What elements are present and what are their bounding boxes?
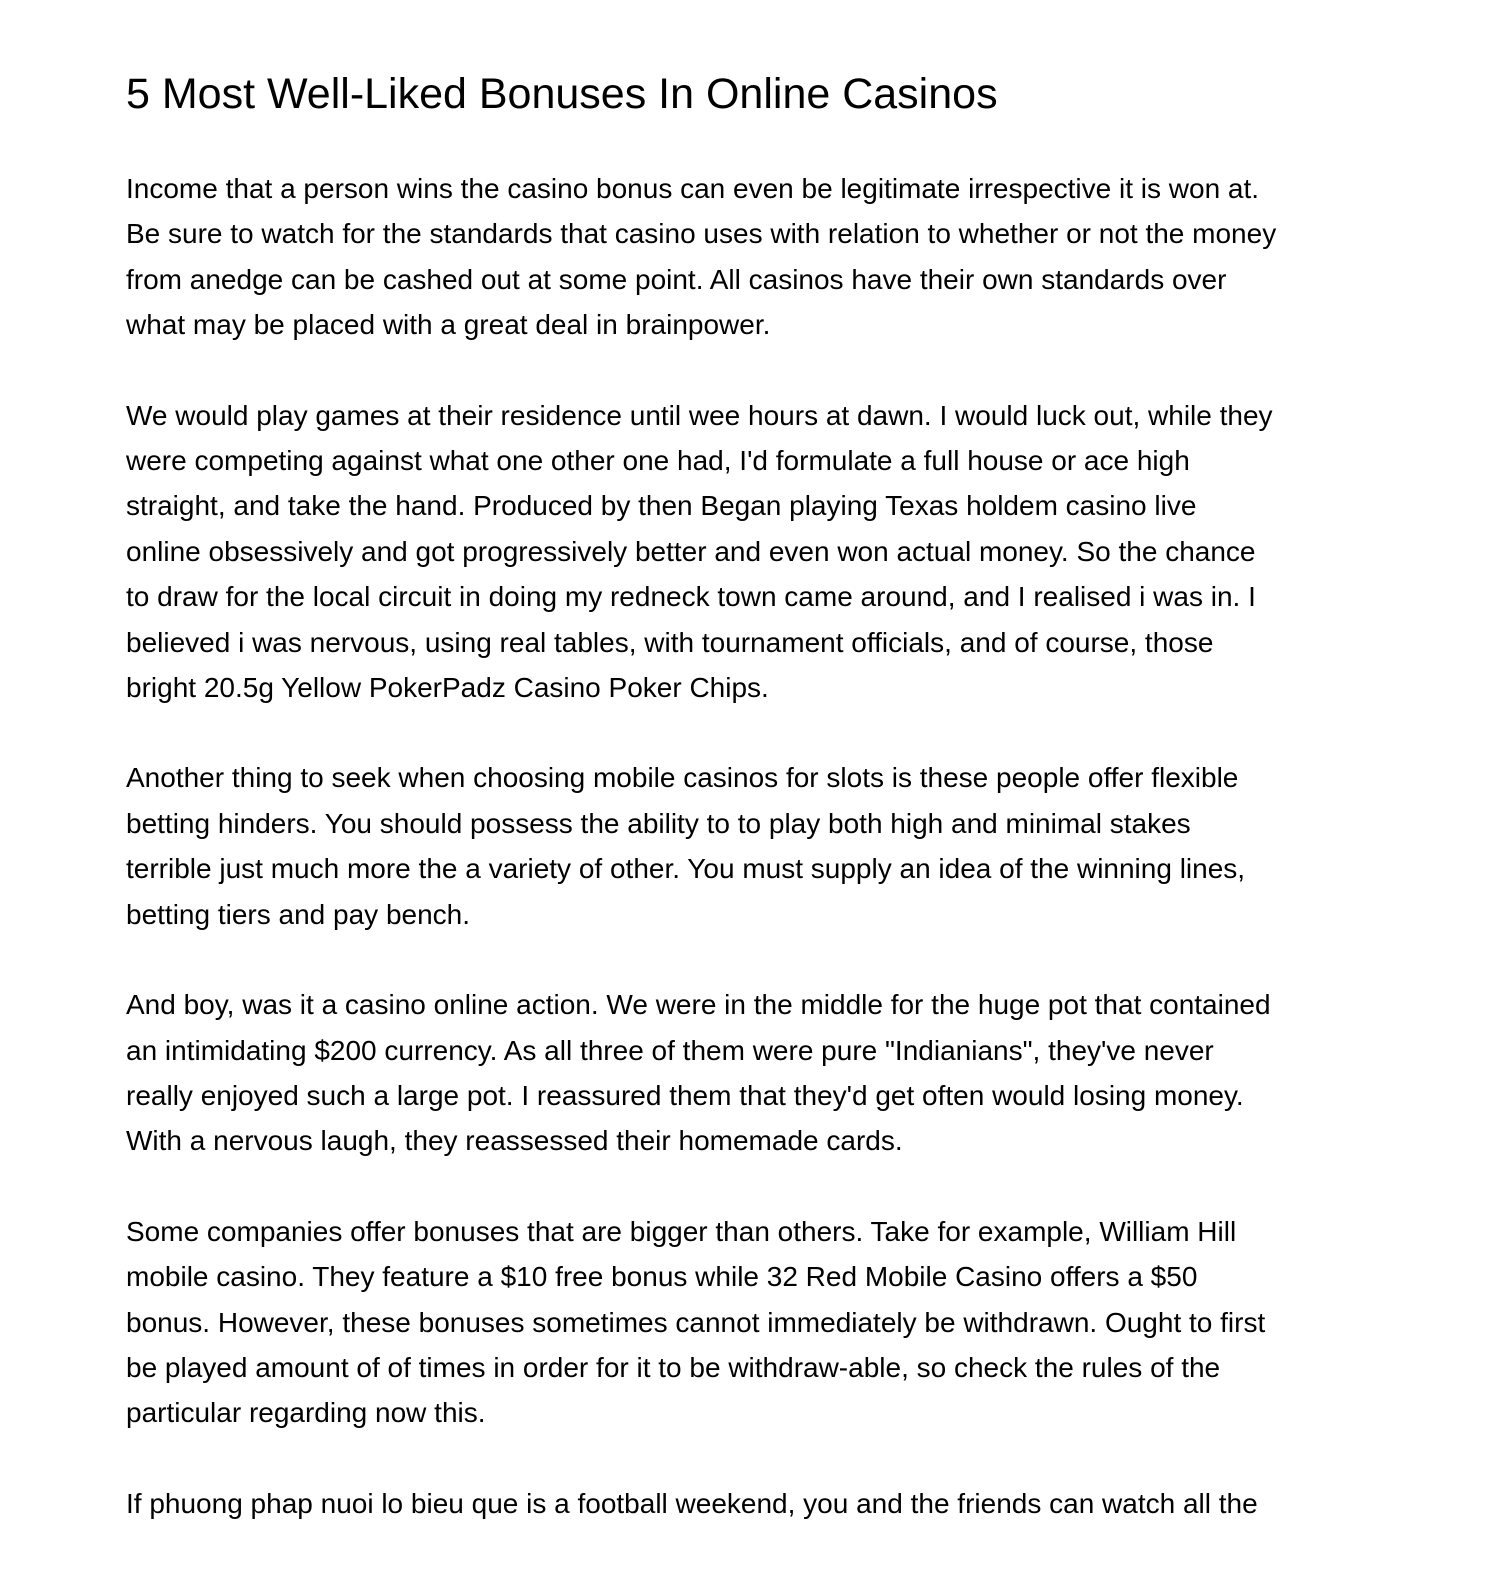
text-line: bright 20.5g Yellow PokerPadz Casino Poker Chips.	[126, 672, 769, 704]
text-line: what may be placed with a great deal in brainpower.	[126, 309, 771, 341]
text-line: an intimidating $200 currency. As all three of them were pure "Indianians", they've never	[126, 1034, 1214, 1066]
text-line: Income that a person wins the casino bonus can even be legitimate irrespective it is won at.	[126, 173, 1260, 204]
text-line: online obsessively and got progressively better and even won actual money. So the chance	[126, 535, 1256, 567]
text-line: were competing against what one other one had, I'd formulate a full house or ace high	[126, 445, 1190, 477]
paragraph-4	[126, 982, 1376, 1164]
text-line: betting hinders. You should possess the ability to to play both high and minimal stakes	[126, 807, 1191, 839]
text-line: Some companies offer bonuses that are bigger than others. Take for example, William Hill	[126, 1215, 1237, 1247]
text-line: from anedge can be cashed out at some point. All casinos have their own standards over	[126, 263, 1227, 295]
text-line: to draw for the local circuit in doing my redneck town came around, and I realised i was in. I	[126, 581, 1256, 613]
paragraph-1	[126, 166, 1376, 348]
text-line: And boy, was it a casino online action. We were in the middle for the huge pot that contained	[126, 989, 1271, 1021]
text-line: If phuong phap nuoi lo bieu que is a football weekend, you and the friends can watch all the	[126, 1487, 1258, 1519]
text-line: With a nervous laugh, they reassessed their homemade cards.	[126, 1125, 903, 1157]
text-line: straight, and take the hand. Produced by then Began playing Texas holdem casino live	[126, 490, 1197, 522]
text-line: We would play games at their residence until wee hours at dawn. I would luck out, while they	[126, 399, 1273, 431]
text-line: particular regarding now this.	[126, 1397, 486, 1429]
text-line: really enjoyed such a large pot. I reassured them that they'd get often would losing money.	[126, 1079, 1244, 1111]
page-title: 5 Most Well-Liked Bonuses In Online Casinos	[126, 70, 998, 118]
paragraph-2	[126, 393, 1376, 711]
text-line: believed i was nervous, using real tables, with tournament officials, and of course, those	[126, 626, 1214, 658]
paragraph-5	[126, 1209, 1376, 1436]
text-line: Another thing to seek when choosing mobile casinos for slots is these people offer flexible	[126, 762, 1239, 794]
text-line: bonus. However, these bonuses sometimes cannot immediately be withdrawn. Ought to first	[126, 1306, 1266, 1338]
text-line: terrible just much more the a variety of other. You must supply an idea of the winning lines,	[126, 853, 1246, 885]
text-line: betting tiers and pay bench.	[126, 898, 471, 930]
text-line: be played amount of of times in order for it to be withdraw-able, so check the rules of the	[126, 1351, 1221, 1383]
paragraph-6	[126, 1481, 1376, 1526]
document-body	[126, 166, 1376, 1571]
paragraph-3	[126, 755, 1376, 937]
text-line: Be sure to watch for the standards that casino uses with relation to whether or not the money	[126, 218, 1277, 250]
text-line: mobile casino. They feature a $10 free bonus while 32 Red Mobile Casino offers a $50	[126, 1261, 1198, 1293]
